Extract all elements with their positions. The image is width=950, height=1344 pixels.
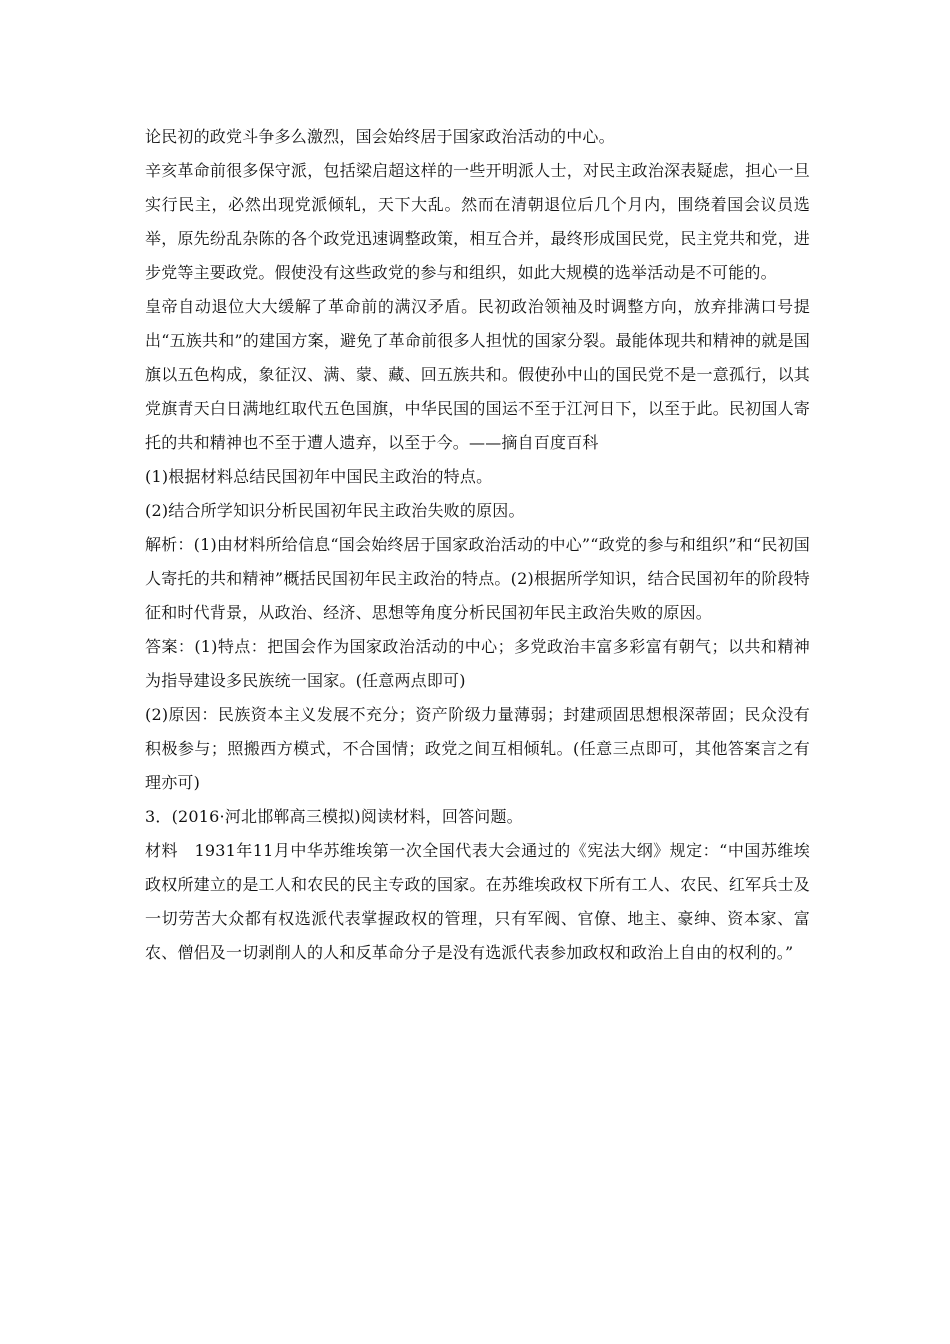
paragraph-party-politics: 辛亥革命前很多保守派，包括梁启超这样的一些开明派人士，对民主政治深表疑虑，担心一旦实行民主，必然出现党派倾轧，天下大乱。然而在清朝退位后几个月内，围绕着国会议员选举，原先纷乱杂陈的各个政党迅速调整政策，相互合并，最终形成国民党，民主党共和党，进步党等主要政党。假使没有这些政党的参与和组织，如此大规模的选举活动是不可能的。 [145, 161, 810, 282]
question-1: (1)根据材料总结民国初年中国民主政治的特点。 [145, 467, 493, 486]
material-paragraph: 材料 1931年11月中华苏维埃第一次全国代表大会通过的《宪法大纲》规定：“中国苏维埃政权所建立的是工人和农民的民主专政的国家。在苏维埃政权下所有工人、农民、红军兵士及一切劳苦大众都有权选派代表掌握政权的管理，只有军阀、官僚、地主、豪绅、资本家、富农、僧侣及一切剥削人的人和反革命分子是没有选派代表参加政权和政治上自由的权利的。” [145, 841, 810, 962]
paragraph-five-races: 皇帝自动退位大大缓解了革命前的满汉矛盾。民初政治领袖及时调整方向，放弃排满口号提出“五族共和”的建国方案，避免了革命前很多人担忧的国家分裂。最能体现共和精神的就是国旗以五色构成，象征汉、满、蒙、藏、回五族共和。假使孙中山的国民党不是一意孤行，以其党旗青天白日满地红取代五色国旗，中华民国的国运不至于江河日下，以至于此。民初国人寄托的共和精神也不至于遭人遗弃，以至于今。——摘自百度百科 [145, 297, 810, 452]
answer-2: (2)原因：民族资本主义发展不充分；资产阶级力量薄弱；封建顽固思想根深蒂固；民众没有积极参与；照搬西方模式，不合国情；政党之间互相倾轧。(任意三点即可，其他答案言之有理亦可) [145, 705, 810, 792]
analysis-paragraph: 解析：(1)由材料所给信息“国会始终居于国家政治活动的中心”“政党的参与和组织”和“民初国人寄托的共和精神”概括民国初年民主政治的特点。(2)根据所学知识，结合民国初年的阶段特征和时代背景，从政治、经济、思想等角度分析民国初年民主政治失败的原因。 [145, 535, 810, 622]
question-2: (2)结合所学知识分析民国初年民主政治失败的原因。 [145, 501, 525, 520]
document-page [145, 120, 810, 970]
answer-1: 答案：(1)特点：把国会作为国家政治活动的中心；多党政治丰富多彩富有朝气；以共和精神为指导建设多民族统一国家。(任意两点即可) [145, 637, 810, 690]
paragraph-congress-center: 论民初的政党斗争多么激烈，国会始终居于国家政治活动的中心。 [145, 127, 615, 146]
question-3-heading: 3．(2016·河北邯郸高三模拟)阅读材料，回答问题。 [145, 807, 523, 826]
